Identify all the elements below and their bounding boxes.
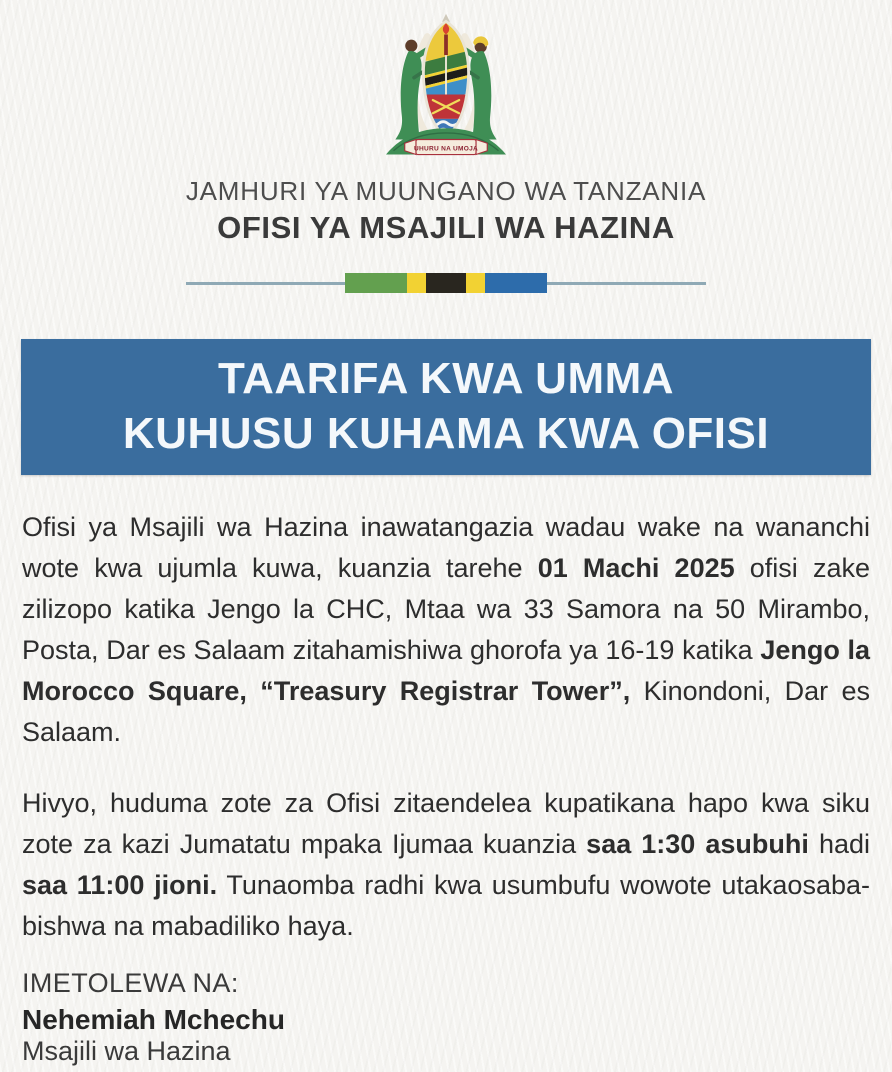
tanzania-coat-of-arms-icon [371,12,521,162]
notice-paragraph-2: Hivyo, huduma zote za Ofisi zitaendelea kupatikana hapo kwa siku zote za kazi Jumatatu mpaka Ijumaa kuanzia saa 1:30 asubuhi hadi saa 11:00 jioni. Tunaomba radhi kwa usumbufu wowote utakaosababishwa na mabadiliko haya. [22,788,870,941]
notice-title-banner [21,339,871,475]
divider-line-left [186,282,345,285]
divider-yellow-block [407,273,426,293]
motto-ribbon [405,140,488,155]
notice-title-line1: TAARIFA KWA UMMA [217,354,675,403]
divider-black-block [426,273,466,293]
notice-paragraph-1: Ofisi ya Msajili wa Hazina inawatangazia wadau wake na wananchi wote kwa ujumla kuwa, kuanzia tarehe 01 Machi 2025 ofisi zake zilizopo katika Jengo la CHC, Mtaa wa 33 Samora na 50 Mirambo, Posta, Dar es Salaam zitahamishiwa ghorofa ya 16-19 katika Jengo la Morocco Square, “Treasury Registrar Tower”, Kinondoni, Dar es Salaam. [22,512,871,747]
divider-blue-block [485,273,547,293]
divider-yellow-block [466,273,485,293]
motto-text: UHURU NA UMOJA [413,145,479,153]
flag-divider [186,273,706,293]
notice-title-line2: KUHUSU KUHAMA KWA OFISI [122,409,770,458]
office-heading: OFISI YA MSAJILI WA HAZINA [217,210,675,245]
signatory-title: Msajili wa Hazina [22,1036,231,1066]
country-heading: JAMHURI YA MUUNGANO WA TANZANIA [185,176,707,206]
divider-line-right [547,282,706,285]
issued-by-label: IMETOLEWA NA: [22,968,239,998]
signatory-name: Nehemiah Mchechu [22,1004,285,1035]
notice-body [22,507,870,947]
divider-green-block [345,273,407,293]
